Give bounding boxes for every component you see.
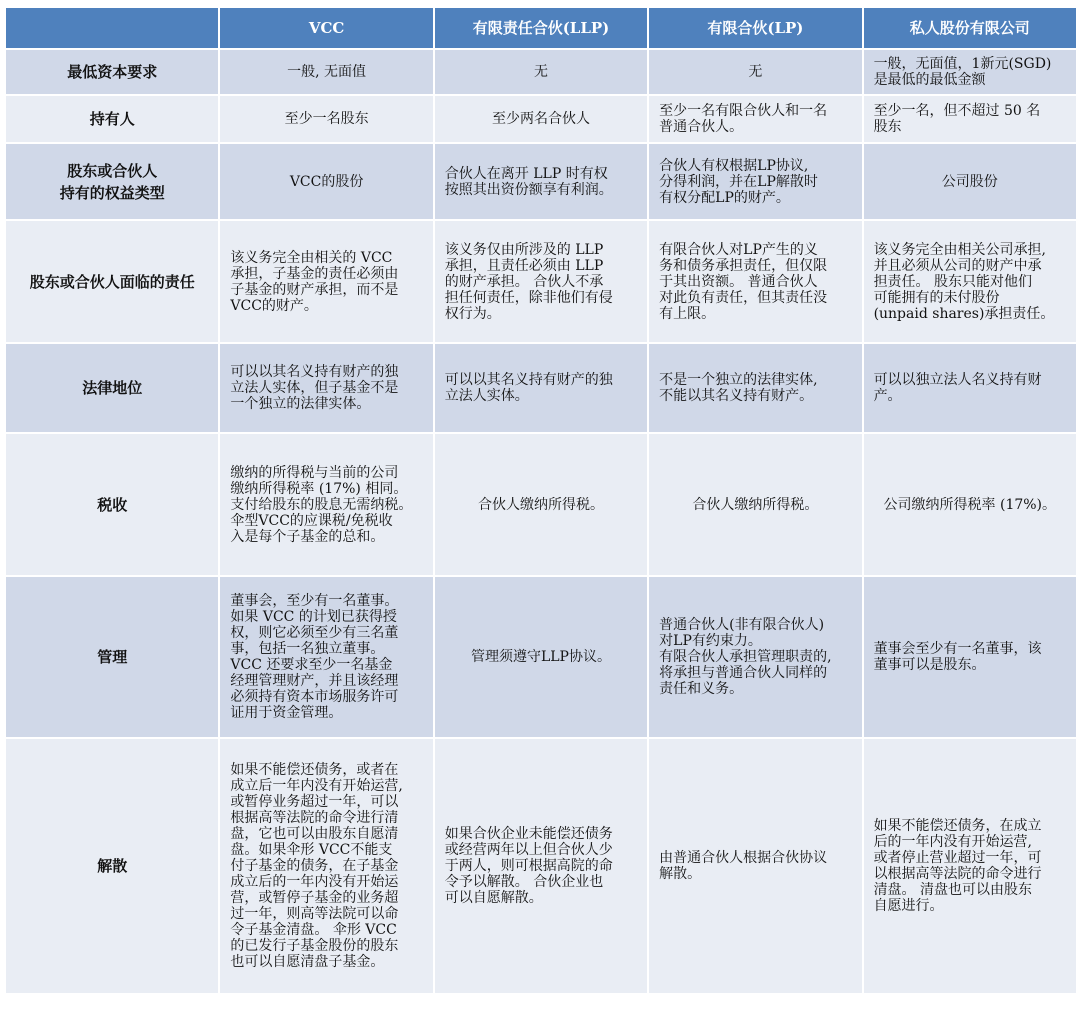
table-row [6, 739, 1076, 993]
table-cell: 至少两名合伙人 [435, 96, 647, 142]
row-header-holders: 持有人 [6, 96, 218, 142]
row-header-dissolution: 解散 [6, 739, 218, 993]
table-cell: 合伙人缴纳所得税。 [435, 434, 647, 575]
row-header-min-capital: 最低资本要求 [6, 50, 218, 94]
table-cell: 普通合伙人(非有限合伙人) 对LP有约束力。 有限合伙人承担管理职责的, 将承担与普通合伙人同样的 责任和义务。 [649, 577, 861, 737]
table-cell: 不是一个独立的法律实体, 不能以其名义持有财产。 [649, 344, 861, 432]
table-cell: 至少一名，但不超过 50 名 股东 [864, 96, 1076, 142]
table-cell: 无 [649, 50, 861, 94]
header-private-company: 私人股份有限公司 [864, 8, 1076, 48]
table-cell: 一般, 无面值 [220, 50, 432, 94]
table-row [6, 434, 1076, 575]
table-cell: 公司股份 [864, 144, 1076, 219]
table-cell: 可以以其名义持有财产的独 立法人实体，但子基金不是 一个独立的法律实体。 [220, 344, 432, 432]
table-cell: 有限合伙人对LP产生的义 务和债务承担责任，但仅限 于其出资额。 普通合伙人 对此负有责任，但其责任没 有上限。 [649, 221, 861, 342]
row-header-liability: 股东或合伙人面临的责任 [6, 221, 218, 342]
table-cell: VCC的股份 [220, 144, 432, 219]
header-corner [6, 8, 218, 48]
table-cell: 至少一名有限合伙人和一名 普通合伙人。 [649, 96, 861, 142]
table-cell: 合伙人在离开 LLP 时有权 按照其出资份额享有利润。 [435, 144, 647, 219]
table-cell: 可以以独立法人名义持有财 产。 [864, 344, 1076, 432]
table-cell: 如果合伙企业未能偿还债务 或经营两年以上但合伙人少 于两人，则可根据高院的命 令予以解散。 合伙企业也 可以自愿解散。 [435, 739, 647, 993]
table-cell: 如果不能偿还债务，或者在 成立后一年内没有开始运营, 或暂停业务超过一年，可以 根据高等法院的命令进行清 盘，它也可以由股东自愿清 盘。如果伞形 VCC不能支 付子基金的债务，在子基金 成立后的一年内没有开始运 营，或暂停子基金的业务超 过一年，则高等法院可以命 令子基金清盘。 伞形 VCC 的已发行子基金股份的股东 也可以自愿清盘子基金。 [220, 739, 432, 993]
table-cell: 管理须遵守LLP协议。 [435, 577, 647, 737]
table-cell: 该义务完全由相关的 VCC 承担，子基金的责任必须由 子基金的财产承担，而不是 VCC的财产。 [220, 221, 432, 342]
header-llp: 有限责任合伙(LLP) [435, 8, 647, 48]
table-cell: 合伙人缴纳所得税。 [649, 434, 861, 575]
table-cell: 董事会至少有一名董事，该 董事可以是股东。 [864, 577, 1076, 737]
table-cell: 缴纳的所得税与当前的公司 缴纳所得税率 (17%) 相同。 支付给股东的股息无需纳税。 伞型VCC的应课税/免税收 入是每个子基金的总和。 [220, 434, 432, 575]
header-vcc: VCC [220, 8, 432, 48]
table-cell: 该义务完全由相关公司承担, 并且必须从公司的财产中承 担责任。 股东只能对他们 可能拥有的未付股份 (unpaid shares)承担责任。 [864, 221, 1076, 342]
comparison-table [4, 6, 1078, 995]
table-row [6, 144, 1076, 219]
table-row [6, 344, 1076, 432]
table-cell: 由普通合伙人根据合伙协议 解散。 [649, 739, 861, 993]
table-cell: 如果不能偿还债务，在成立 后的一年内没有开始运营, 或者停止营业超过一年，可 以根据高等法院的命令进行 清盘。 清盘也可以由股东 自愿进行。 [864, 739, 1076, 993]
table-cell: 一般，无面值，1新元(SGD) 是最低的最低金额 [864, 50, 1076, 94]
table-row [6, 96, 1076, 142]
table-row [6, 221, 1076, 342]
table-row [6, 577, 1076, 737]
table-cell: 该义务仅由所涉及的 LLP 承担，且责任必须由 LLP 的财产承担。 合伙人不承 担任何责任，除非他们有侵 权行为。 [435, 221, 647, 342]
table-cell: 公司缴纳所得税率 (17%)。 [864, 434, 1076, 575]
table-cell: 至少一名股东 [220, 96, 432, 142]
row-header-management: 管理 [6, 577, 218, 737]
table-cell: 无 [435, 50, 647, 94]
header-lp: 有限合伙(LP) [649, 8, 861, 48]
header-row [6, 8, 1076, 48]
table-row [6, 50, 1076, 94]
row-header-equity-type: 股东或合伙人 持有的权益类型 [6, 144, 218, 219]
table-cell: 合伙人有权根据LP协议, 分得利润，并在LP解散时 有权分配LP的财产。 [649, 144, 861, 219]
table-cell: 董事会，至少有一名董事。 如果 VCC 的计划已获得授 权，则它必须至少有三名董 事，包括一名独立董事。 VCC 还要求至少一名基金 经理管理财产，并且该经理 必须持有资本市场服务许可 证用于资金管理。 [220, 577, 432, 737]
row-header-taxation: 税收 [6, 434, 218, 575]
table-cell: 可以以其名义持有财产的独 立法人实体。 [435, 344, 647, 432]
row-header-legal-status: 法律地位 [6, 344, 218, 432]
